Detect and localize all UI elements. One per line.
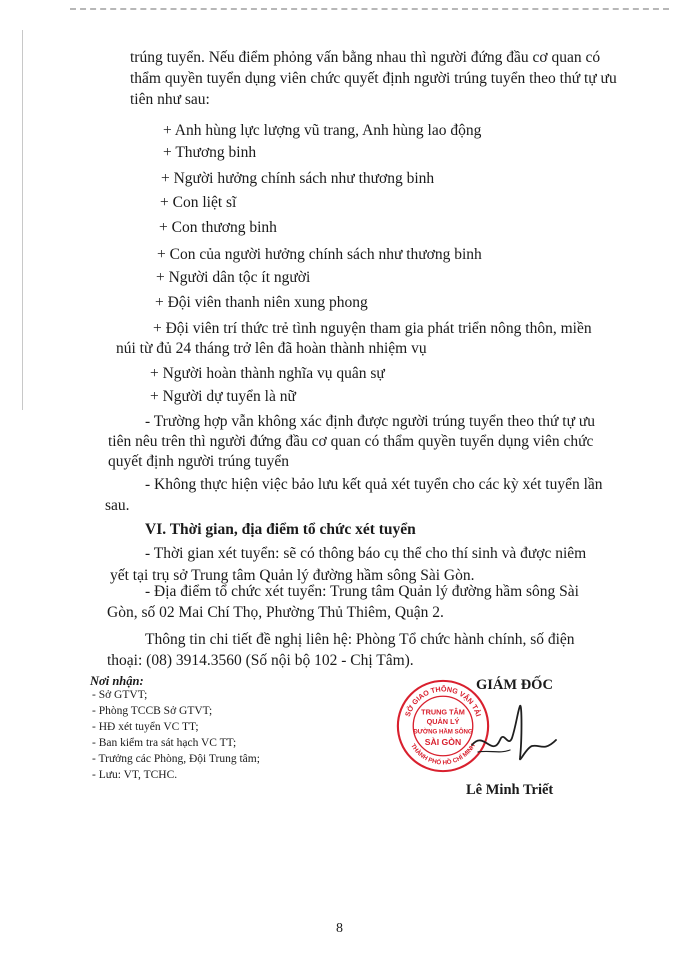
- priority-item: + Người dân tộc ít người: [156, 269, 311, 286]
- recipient-item: - Sở GTVT;: [92, 689, 148, 701]
- priority-item: + Đội viên trí thức trẻ tình nguyện tham gia phát triển nông thôn, miền: [153, 320, 592, 337]
- body-line: - Địa điểm tổ chức xét tuyển: Trung tâm Quản lý đường hầm sông Sài: [145, 583, 579, 600]
- body-line: trúng tuyển. Nếu điểm phỏng vấn bằng nhau thì người đứng đầu cơ quan có: [130, 49, 601, 66]
- priority-item: + Người hưởng chính sách như thương binh: [161, 170, 435, 187]
- priority-item: + Người dự tuyển là nữ: [150, 388, 296, 405]
- seal-line: ĐƯỜNG HẦM SÔNG: [413, 728, 473, 736]
- recipients-title: Nơi nhận:: [90, 674, 144, 688]
- recipient-item: - Ban kiểm tra sát hạch VC TT;: [92, 737, 237, 749]
- body-line: yết tại trụ sở Trung tâm Quản lý đường hầm sông Sài Gòn.: [110, 567, 475, 584]
- recipient-item: - Trưởng các Phòng, Đội Trung tâm;: [92, 753, 260, 765]
- section-heading: VI. Thời gian, địa điểm tổ chức xét tuyển: [145, 521, 416, 538]
- body-line: thẩm quyền tuyển dụng viên chức quyết định người trúng tuyển theo thứ tự ưu: [130, 70, 617, 87]
- seal-line: SÀI GÒN: [424, 737, 462, 748]
- body-line: thoại: (08) 3914.3560 (Số nội bộ 102 - Chị Tâm).: [107, 652, 414, 669]
- body-line: quyết định người trúng tuyển: [108, 453, 290, 470]
- body-line: tiên nêu trên thì người đứng đầu cơ quan có thẩm quyền tuyển dụng viên chức: [108, 433, 594, 450]
- scan-edge-line: [70, 8, 669, 13]
- body-line: - Không thực hiện việc bảo lưu kết quả xét tuyển cho các kỳ xét tuyển lần: [145, 476, 603, 493]
- body-line: Thông tin chi tiết đề nghị liên hệ: Phòng Tổ chức hành chính, số điện: [145, 631, 575, 648]
- body-line: - Trường hợp vẫn không xác định được người trúng tuyển theo thứ tự ưu: [145, 413, 595, 430]
- signer-title: GIÁM ĐỐC: [476, 677, 553, 693]
- seal-line: QUẢN LÝ: [426, 717, 460, 727]
- body-line: tiên như sau:: [130, 91, 210, 108]
- recipient-item: - HĐ xét tuyển VC TT;: [92, 721, 199, 733]
- body-line: - Thời gian xét tuyển: sẽ có thông báo cụ thể cho thí sinh và được niêm: [145, 545, 587, 562]
- priority-item-cont: núi từ đủ 24 tháng trở lên đã hoàn thành nhiệm vụ: [116, 340, 427, 357]
- recipient-item: - Lưu: VT, TCHC.: [92, 769, 178, 781]
- signer-name: Lê Minh Triết: [466, 782, 554, 798]
- priority-item: + Đội viên thanh niên xung phong: [155, 294, 368, 311]
- seal-line: TRUNG TÂM: [421, 707, 465, 717]
- priority-item: + Người hoàn thành nghĩa vụ quân sự: [150, 365, 385, 382]
- seal-bottom-text: THÀNH PHỐ HỒ CHÍ MINH: [409, 742, 477, 767]
- handwritten-signature: [470, 700, 560, 770]
- scan-margin-line: [22, 30, 23, 410]
- priority-item: + Anh hùng lực lượng vũ trang, Anh hùng lao động: [163, 122, 482, 139]
- page-number: 8: [336, 921, 343, 936]
- body-line: sau.: [105, 497, 130, 514]
- seal-top-text: SỞ GIAO THÔNG VẬN TẢI: [402, 684, 484, 718]
- priority-item: + Thương binh: [163, 144, 257, 161]
- priority-item: + Con của người hưởng chính sách như thương binh: [157, 246, 482, 263]
- priority-item: + Con liệt sĩ: [160, 194, 237, 211]
- priority-item: + Con thương binh: [159, 219, 277, 236]
- recipient-item: - Phòng TCCB Sở GTVT;: [92, 705, 213, 717]
- body-line: Gòn, số 02 Mai Chí Thọ, Phường Thủ Thiêm, Quận 2.: [107, 604, 444, 621]
